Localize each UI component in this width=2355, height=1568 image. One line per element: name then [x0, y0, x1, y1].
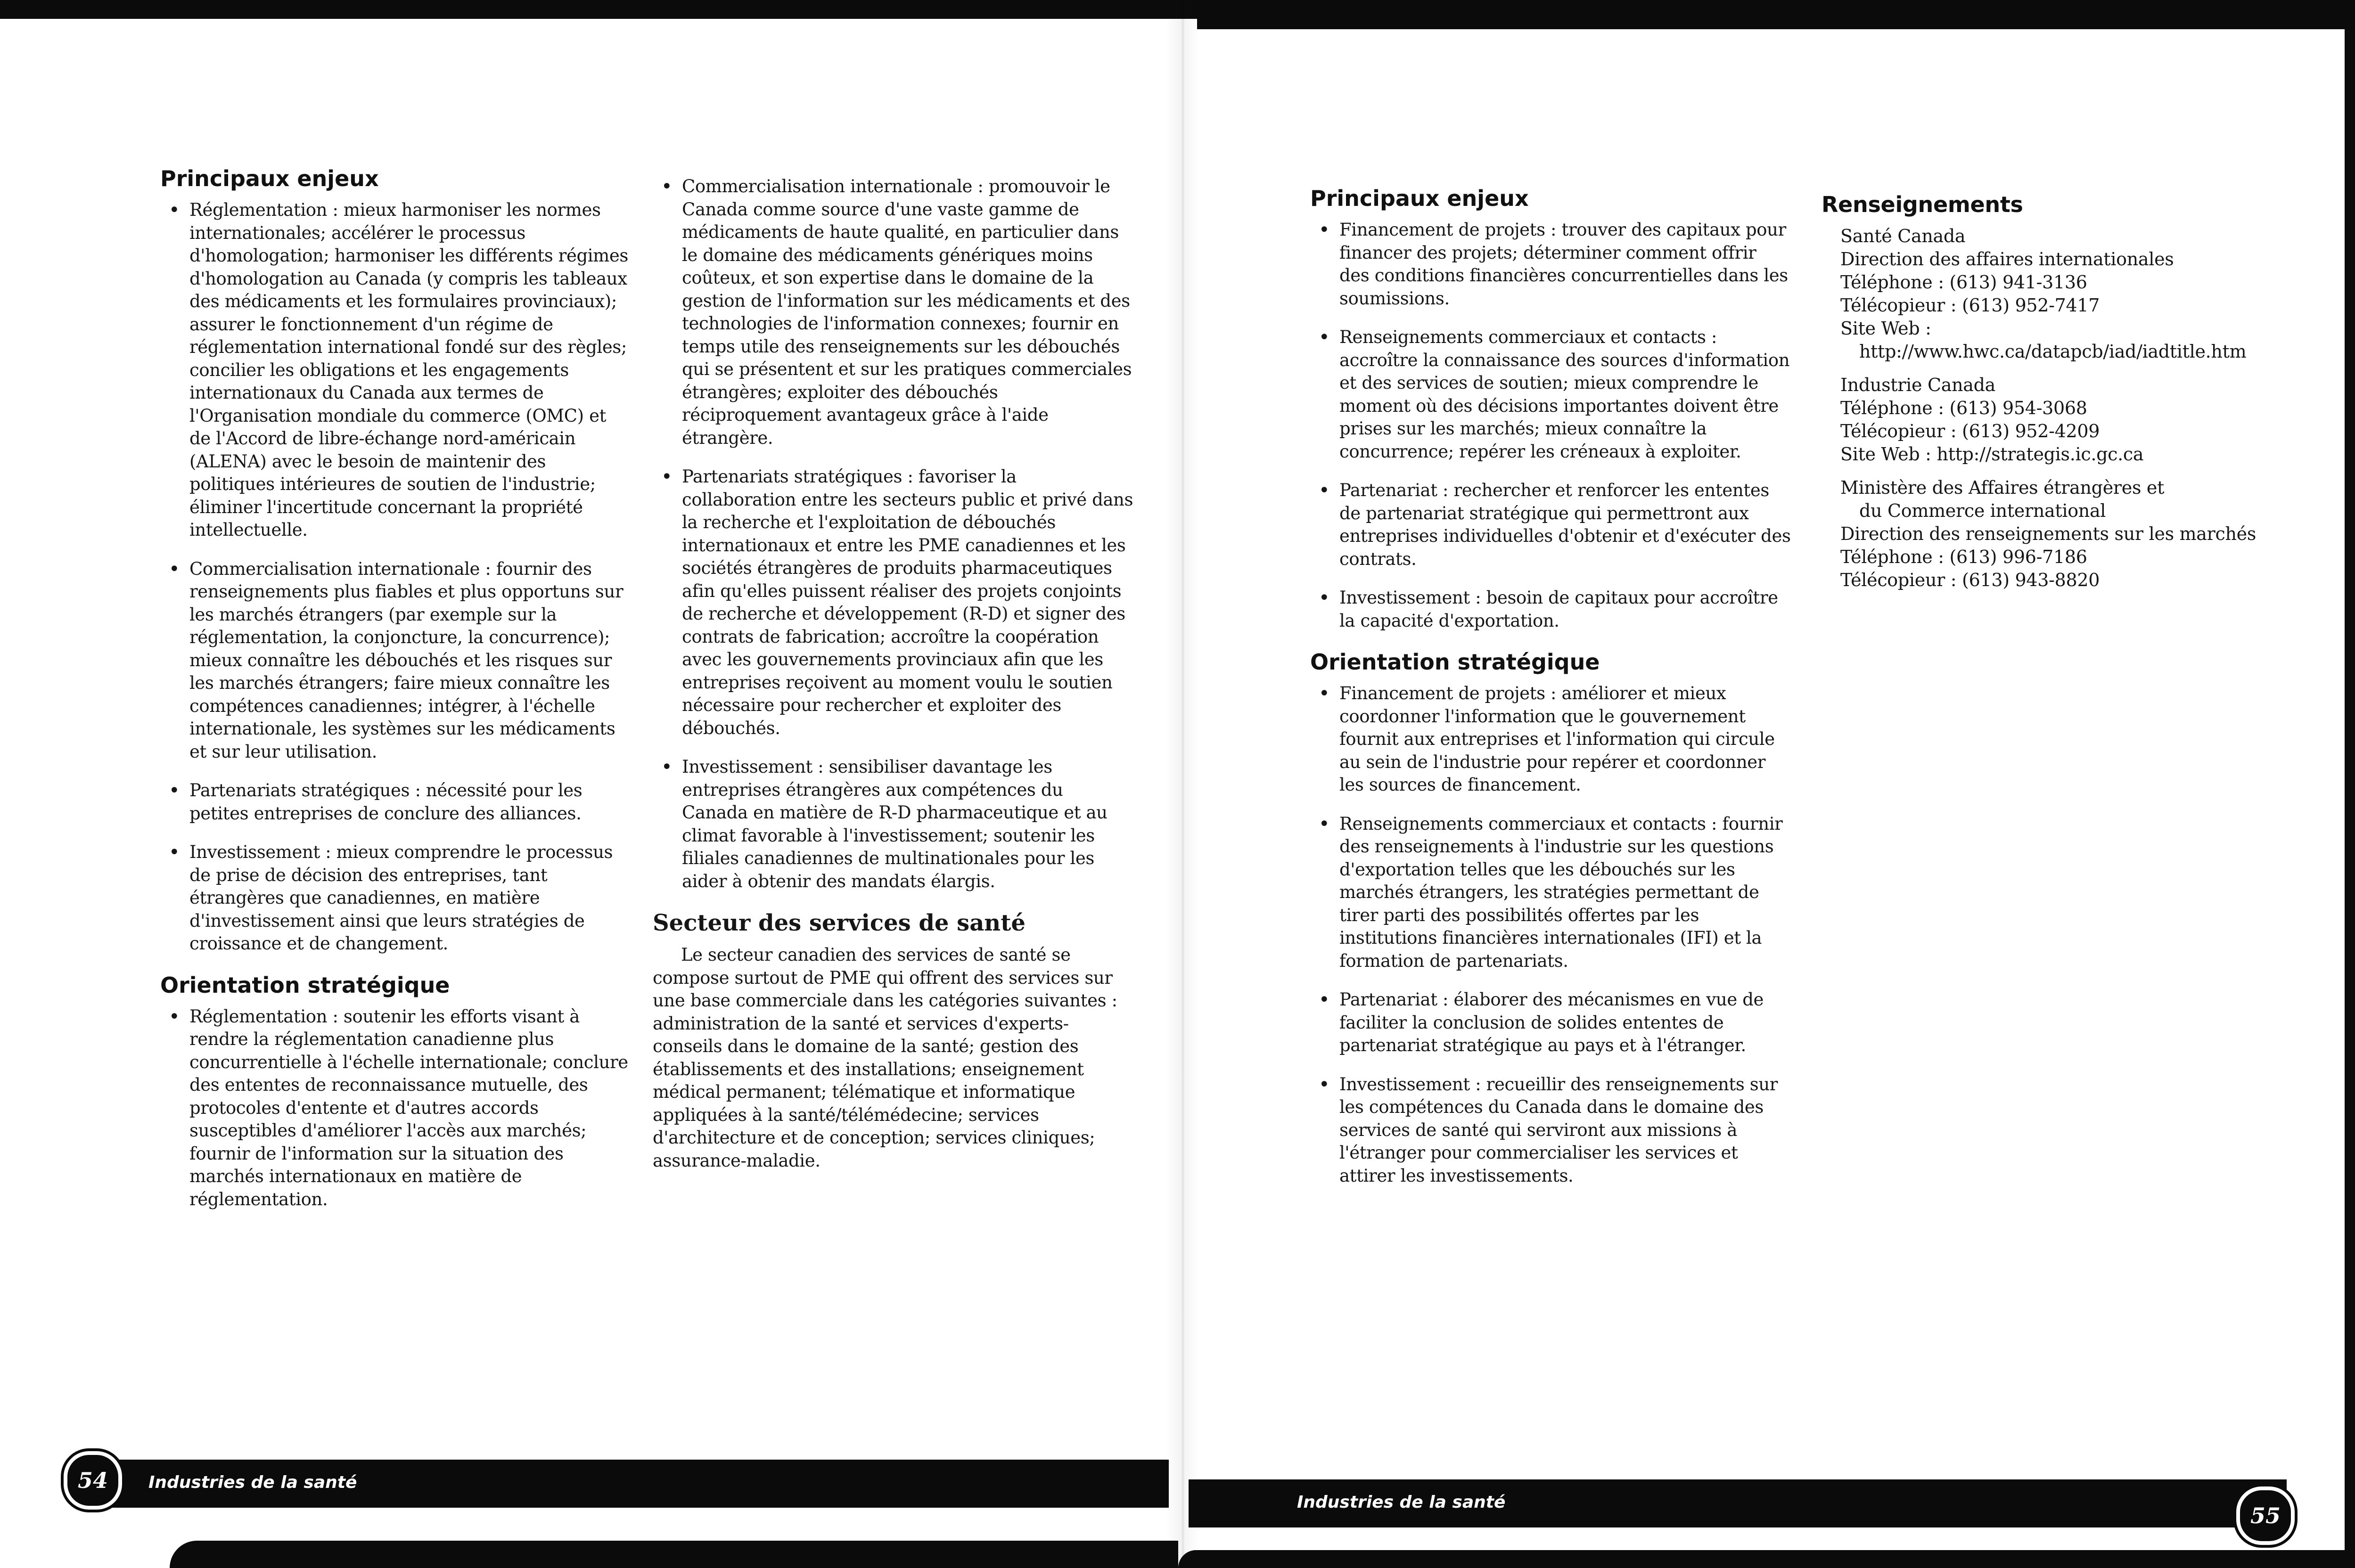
left-page-footer — [80, 1460, 1169, 1508]
bullet-list — [653, 175, 1133, 893]
footer-title: Industries de la santé — [148, 1473, 357, 1492]
page-edge-shadow — [170, 1541, 1178, 1568]
bullet-list — [160, 199, 632, 956]
phone-line: Téléphone : (613) 941-3136 — [1840, 272, 2087, 293]
website-label: Site Web : — [1840, 318, 1931, 339]
list-item: • Financement de projets : améliorer et mieux coordonner l'information que le gouvernement fournit aux entreprises et l'information qui circule au sein de l'industrie pour repérer et coordonner les sources de financement. — [1310, 682, 1791, 797]
section-heading: Orientation stratégique — [160, 972, 450, 998]
list-item: • Investissement : sensibiliser davantage les entreprises étrangères aux compétences du Canada en matière de R-D pharmaceutique et au climat favorable à l'investissement; soutenir les filiales canadiennes de multinationales pour les aider à obtenir des mandats élargis. — [653, 756, 1133, 893]
bullet-list — [160, 1005, 632, 1211]
list-item: • Commercialisation internationale : promouvoir le Canada comme source d'une vaste gamme de médicaments de haute qualité, en particulier dans le domaine des médicaments génériques moins coûteux, et son expertise dans le domaine de la gestion de l'information sur les médicaments et des technologies de l'information connexes; fournir en temps utile des renseignements sur les débouchés qui se présentent et sur les pratiques commerciales étrangères; exploiter des débouchés réciproquement avantageux grâce à l'aide étrangère. — [653, 175, 1133, 449]
list-item: • Réglementation : soutenir les efforts visant à rendre la réglementation canadienne plus concurrentielle à l'échelle internationale; conclure des ententes de reconnaissance mutuelle, des protocoles d'entente et d'autres accords susceptibles d'améliorer l'accès aux marchés; fournir de l'information sur la situation des marchés internationaux en matière de réglementation. — [160, 1005, 632, 1211]
list-item: • Partenariat : rechercher et renforcer les ententes de partenariat stratégique qui permettront aux entreprises individuelles d'obtenir et d'exécuter des contrats. — [1310, 479, 1791, 571]
contact-block-sante-canada — [1822, 225, 2293, 363]
fax-line: Télécopieur : (613) 952-4209 — [1840, 421, 2100, 441]
right-page-column-1 — [1310, 185, 1791, 1203]
list-item: • Investissement : recueillir des renseignements sur les compétences du Canada dans le domaine des services de santé qui serviront aux missions à l'étranger pour commercialiser les services et attirer les investissements. — [1310, 1073, 1791, 1188]
org-name-continued: du Commerce international — [1859, 500, 2106, 521]
right-page-column-2 — [1822, 191, 2293, 602]
list-item: • Renseignements commerciaux et contacts : fournir des renseignements à l'industrie sur les questions d'exportation telles que les débouchés sur les marchés étrangers, les stratégies permettant de tirer parti des possibilités offertes par les institutions financières internationales (IFI) et la formation de partenariats. — [1310, 813, 1791, 973]
section-heading: Orientation stratégique — [1310, 649, 1600, 675]
org-name: Ministère des Affaires étrangères et — [1840, 477, 2165, 498]
list-item: • Partenariats stratégiques : nécessité pour les petites entreprises de conclure des alliances. — [160, 779, 632, 825]
right-page-footer — [1189, 1479, 2287, 1527]
list-item: • Réglementation : mieux harmoniser les normes internationales; accélérer le processus d'homologation; harmoniser les différents régimes d'homologation au Canada (y compris les tableaux des médicaments et les formulaires provinciaux); assurer le fonctionnement d'un régime de réglementation international fondé sur des règles; concilier les obligations et les engagements internationaux du Canada aux termes de l'Organisation mondiale du commerce (OMC) et de l'Accord de libre-échange nord-américain (ALENA) avec le besoin de maintenir des politiques intérieures de soutien de l'industrie; éliminer l'incertitude concernant la propriété intellectuelle. — [160, 199, 632, 542]
bullet-list — [1310, 219, 1791, 632]
org-name: Santé Canada — [1840, 226, 1966, 246]
contact-block-maeci — [1822, 476, 2293, 592]
section-heading: Principaux enjeux — [160, 166, 379, 191]
list-item: • Commercialisation internationale : fournir des renseignements plus fiables et plus opportuns sur les marchés étrangers (par exemple sur la réglementation, la conjoncture, la concurrence); mieux connaître les débouchés et les risques sur les marchés étrangers; faire mieux connaître les compétences canadiennes; intégrer, à l'échelle internationale, les systèmes sur les médicaments et sur leur utilisation. — [160, 558, 632, 764]
fax-line: Télécopieur : (613) 943-8820 — [1840, 570, 2100, 590]
footer-title: Industries de la santé — [1297, 1493, 1506, 1512]
scan-top-border-right — [1197, 0, 2355, 29]
page-number-badge: 55 — [2236, 1486, 2295, 1545]
section-heading: Principaux enjeux — [1310, 186, 1529, 211]
list-item: • Investissement : mieux comprendre le processus de prise de décision des entreprises, tant étrangères que canadiennes, en matière d'investissement ainsi que leurs stratégies de croissance et de changement. — [160, 841, 632, 956]
list-item: • Financement de projets : trouver des capitaux pour financer des projets; déterminer comment offrir des conditions financières concurrentielles dans les soumissions. — [1310, 219, 1791, 310]
org-name: Industrie Canada — [1840, 375, 1995, 395]
list-item: • Investissement : besoin de capitaux pour accroître la capacité d'exportation. — [1310, 587, 1791, 632]
left-page-column-2 — [653, 175, 1133, 1172]
section-heading: Secteur des services de santé — [653, 910, 1026, 936]
list-item: • Renseignements commerciaux et contacts : accroître la connaissance des sources d'information et des services de soutien; mieux comprendre le moment où des décisions importantes doivent être prises sur les marchés; mieux connaître la concurrence; repérer les créneaux à exploiter. — [1310, 326, 1791, 463]
page-edge-shadow — [1178, 1550, 2355, 1568]
body-paragraph: Le secteur canadien des services de santé se compose surtout de PME qui offrent des services sur une base commerciale dans les catégories suivantes : administration de la santé et services d'experts-conseils dans le domaine de la santé; gestion des établissements et des installations; enseignement médical permanent; télématique et informatique appliquées à la santé/télémédecine; services d'architecture et de conception; services cliniques; assurance-maladie. — [653, 945, 1117, 1171]
contact-block-industrie-canada — [1822, 374, 2293, 466]
phone-line: Téléphone : (613) 954-3068 — [1840, 398, 2087, 418]
org-department: Direction des renseignements sur les marchés — [1840, 523, 2257, 544]
website-link[interactable]: http://www.hwc.ca/datapcb/iad/iadtitle.htm — [1859, 341, 2247, 362]
book-gutter — [1166, 0, 1199, 1568]
list-item: • Partenariat : élaborer des mécanismes en vue de faciliter la conclusion de solides ententes de partenariat stratégique au pays et à l'étranger. — [1310, 988, 1791, 1057]
org-department: Direction des affaires internationales — [1840, 249, 2174, 270]
phone-line: Téléphone : (613) 996-7186 — [1840, 547, 2087, 567]
website-line[interactable]: Site Web : http://strategis.ic.gc.ca — [1840, 444, 2144, 465]
page-number-badge: 54 — [64, 1451, 122, 1510]
scan-right-border — [2345, 0, 2355, 1568]
fax-line: Télécopieur : (613) 952-7417 — [1840, 295, 2100, 316]
left-page-column-1 — [160, 165, 632, 1227]
bullet-list — [1310, 682, 1791, 1187]
section-heading: Renseignements — [1822, 192, 2023, 217]
list-item: • Partenariats stratégiques : favoriser la collaboration entre les secteurs public et privé dans la recherche et l'exploitation de débouchés internationaux et entre les PME canadiennes et les sociétés étrangères de produits pharmaceutiques afin qu'elles puissent réaliser des projets conjoints de recherche et développement (R-D) et signer des contrats de fabrication; accroître la coopération avec les gouvernements provinciaux afin que les entreprises reçoivent au moment voulu le soutien nécessaire pour rechercher et exploiter des débouchés. — [653, 466, 1133, 740]
